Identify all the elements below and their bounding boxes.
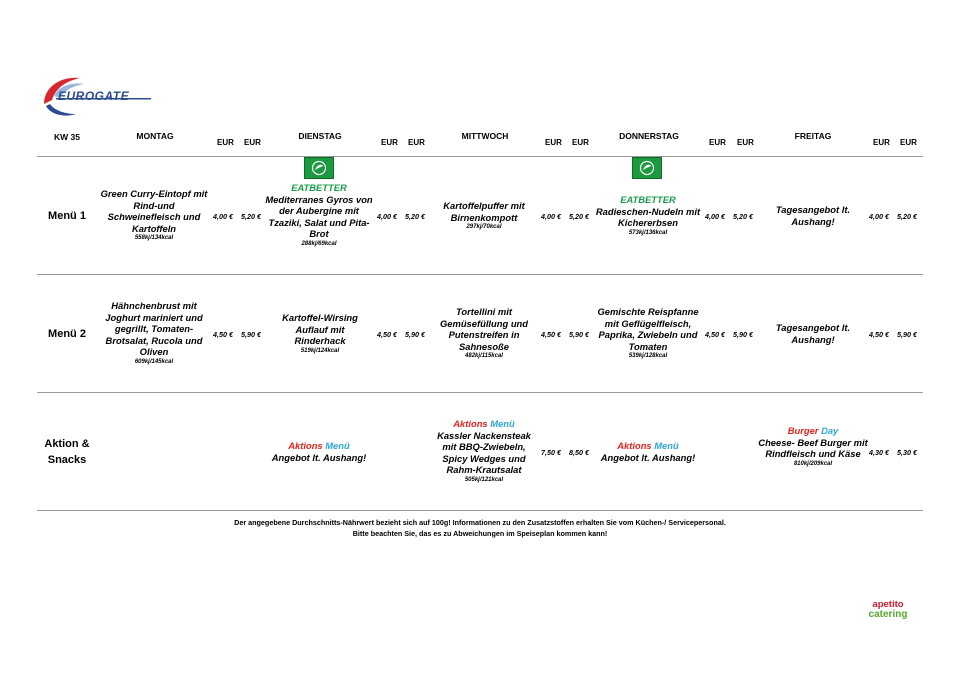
footer-note: Der angegebene Durchschnitts-Nährwert bezieht sich auf 100g! Informationen zu den Zusatzstoffen erhalten Sie vom Küchen-/ Servicepersonal. <box>234 518 726 527</box>
dish-text: Kartoffel-Wirsing Auflauf mit Rinderhack <box>282 312 358 347</box>
nutrition-value: 539kj/128kcal <box>628 353 668 360</box>
menu-tag: Menü <box>490 418 515 429</box>
footer-disclaimer: Bitte beachten Sie, das es zu Abweichungen im Speiseplan kommen kann! <box>352 529 608 538</box>
eatbetter-badge-icon <box>304 157 334 179</box>
menu-item <box>430 200 538 232</box>
menu-item <box>430 306 538 361</box>
eatbetter-tag: EATBETTER <box>291 182 347 193</box>
nutrition-value: 810kj/209kcal <box>793 460 833 467</box>
eur-header: EUR <box>217 138 234 147</box>
row-divider <box>37 156 923 157</box>
aktion-tag: Aktions <box>453 418 488 429</box>
menu-tag: Menü <box>325 440 350 451</box>
menu-item <box>758 425 868 469</box>
price-internal: 4,00 € <box>213 212 233 221</box>
eur-header: EUR <box>737 138 754 147</box>
price-internal: 4,00 € <box>705 212 725 221</box>
price-internal: 4,50 € <box>541 330 561 339</box>
dish-text: Hähnchenbrust mit Joghurt mariniert und gegrillt, Tomaten-Brotsalat, Rucola und Oliven <box>105 300 203 358</box>
dish-text: Green Curry-Eintopf mit Rind-und Schweinefleisch und Kartoffeln <box>100 188 208 234</box>
day-thursday: DONNERSTAG <box>619 131 679 141</box>
dish-text: Cheese- Beef Burger mit Rindfleisch und Käse <box>758 436 868 460</box>
dish-text: Radieschen-Nudeln mit Kichererbsen <box>595 205 701 229</box>
nutrition-value: 558kj/134kcal <box>134 235 174 242</box>
price-internal: 4,50 € <box>869 330 889 339</box>
row-label-aktion-snacks <box>37 436 97 468</box>
nutrition-value: 519kj/124kcal <box>300 347 340 354</box>
day-friday: FREITAG <box>794 131 832 141</box>
dish-text: Kassler Nackensteak mit BBQ-Zwiebeln, Spicy Wedges und Rahm-Krautsalat <box>437 429 531 476</box>
menu-item <box>594 440 702 463</box>
row-divider <box>37 274 923 275</box>
row-label-line: Snacks <box>47 454 87 466</box>
dish-text: Tagesangebot lt. Aushang! <box>775 322 851 345</box>
row-divider <box>37 392 923 393</box>
day-monday: MONTAG <box>136 131 174 141</box>
row-label-line: Aktion & <box>44 438 90 450</box>
price-external: 5,20 € <box>241 212 261 221</box>
price-internal: 7,50 € <box>541 448 561 457</box>
price-internal: 4,50 € <box>705 330 725 339</box>
price-internal: 4,00 € <box>869 212 889 221</box>
menu-item <box>270 312 370 356</box>
price-external: 8,50 € <box>569 448 589 457</box>
price-external: 5,90 € <box>733 330 753 339</box>
dish-text: Angebot lt. Aushang! <box>271 451 367 463</box>
menu-item <box>97 300 211 367</box>
eur-header: EUR <box>709 138 726 147</box>
price-external: 5,30 € <box>897 448 917 457</box>
eurogate-logo-text: EUROGATE <box>58 89 130 103</box>
price-external: 5,90 € <box>897 330 917 339</box>
eatbetter-badge-icon <box>632 157 662 179</box>
catering-logo-text: catering <box>868 609 908 620</box>
week-label: KW 35 <box>54 132 80 142</box>
dish-text: Kartoffelpuffer mit Birnenkompott <box>443 200 525 223</box>
burger-tag: Burger <box>787 425 819 436</box>
eatbetter-tag: EATBETTER <box>620 194 676 205</box>
nutrition-value: 505kj/121kcal <box>464 476 504 483</box>
apetito-logo-text: apetito <box>872 599 904 610</box>
day-wednesday: MITTWOCH <box>461 131 509 141</box>
price-external: 5,20 € <box>733 212 753 221</box>
row-label-menu2: Menü 2 <box>48 328 86 340</box>
price-internal: 4,50 € <box>213 330 233 339</box>
menu-item <box>264 182 374 249</box>
dish-text: Gemischte Reispfanne mit Geflügelfleisch, Paprika, Zwiebeln und Tomaten <box>597 306 699 352</box>
price-internal: 4,00 € <box>541 212 561 221</box>
price-internal: 4,50 € <box>377 330 397 339</box>
dish-text: Mediterranes Gyros von der Aubergine mit Tzaziki, Salat und Pita-Brot <box>265 193 373 240</box>
menu-item <box>264 440 374 463</box>
nutrition-value: 297kj/70kcal <box>466 224 502 231</box>
row-divider <box>37 510 923 511</box>
menu-item <box>763 322 863 345</box>
row-label-menu1: Menü 1 <box>48 210 86 222</box>
aktion-tag: Aktions <box>617 440 652 451</box>
eur-header: EUR <box>572 138 589 147</box>
price-internal: 4,30 € <box>869 448 889 457</box>
menu-tag: Menü <box>654 440 679 451</box>
eur-header: EUR <box>900 138 917 147</box>
apetito-catering-logo <box>853 600 923 620</box>
price-external: 5,90 € <box>241 330 261 339</box>
dish-text: Angebot lt. Aushang! <box>600 451 696 463</box>
day-tag: Day <box>821 425 839 436</box>
dish-text: Tagesangebot lt. Aushang! <box>775 204 851 227</box>
price-internal: 4,00 € <box>377 212 397 221</box>
price-external: 5,90 € <box>569 330 589 339</box>
eur-header: EUR <box>408 138 425 147</box>
eur-header: EUR <box>381 138 398 147</box>
nutrition-value: 482kj/115kcal <box>465 353 503 360</box>
eur-header: EUR <box>873 138 890 147</box>
menu-item <box>594 194 702 238</box>
eur-header: EUR <box>545 138 562 147</box>
aktion-tag: Aktions <box>288 440 323 451</box>
menu-item <box>430 418 538 485</box>
menu-item <box>594 306 702 361</box>
price-external: 5,20 € <box>897 212 917 221</box>
menu-item <box>97 188 211 243</box>
nutrition-value: 288kj/69kcal <box>301 240 337 247</box>
price-external: 5,20 € <box>569 212 589 221</box>
price-external: 5,90 € <box>405 330 425 339</box>
dish-text: Tortellini mit Gemüsefüllung und Putenstreifen in Sahnesoße <box>439 306 529 352</box>
eur-header: EUR <box>244 138 261 147</box>
nutrition-value: 573kj/136kcal <box>628 229 668 236</box>
day-tuesday: DIENSTAG <box>298 131 342 141</box>
nutrition-value: 609kj/145kcal <box>134 358 174 365</box>
menu-item <box>763 204 863 227</box>
price-external: 5,20 € <box>405 212 425 221</box>
